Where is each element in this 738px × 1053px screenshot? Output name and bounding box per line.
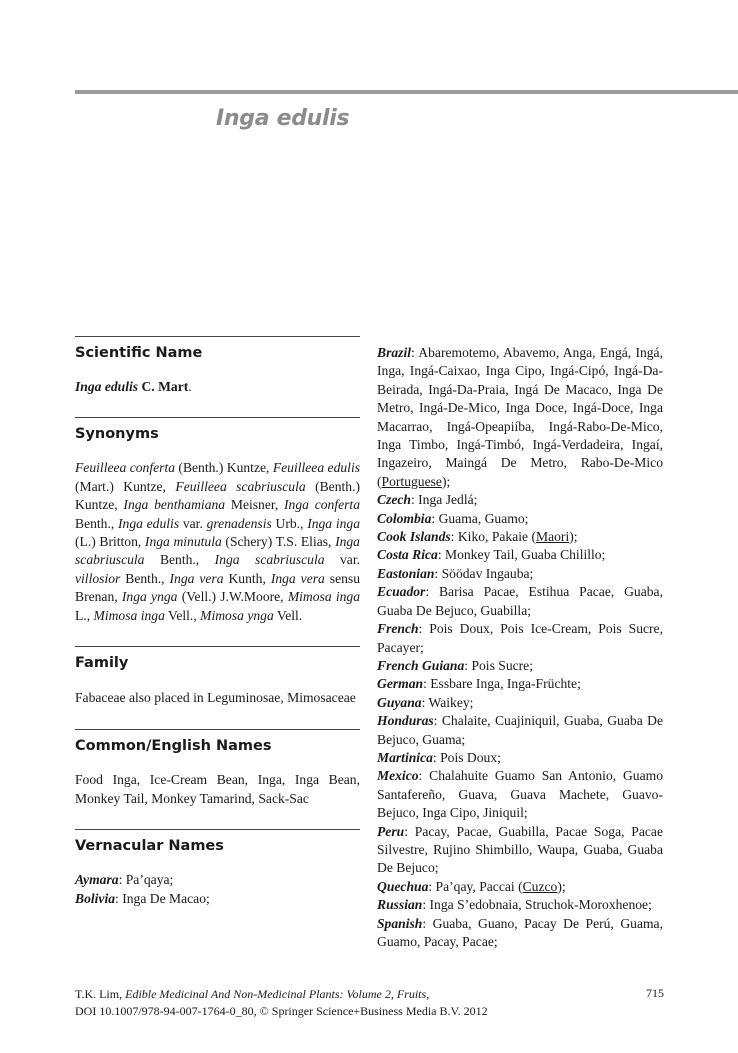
vernacular-names-text: : Inga Jedlá; <box>410 492 478 508</box>
vernacular-note-close: ); <box>441 473 451 489</box>
synonym-authority: Benth., <box>120 570 170 586</box>
synonym-authority: Kunth, <box>223 570 271 586</box>
vernacular-entry <box>377 565 663 583</box>
synonym-authority: Benth., <box>144 552 215 568</box>
section-divider <box>75 336 360 337</box>
vernacular-names-text: : Pois Doux, Pois Ice-Cream, Pois Sucre, Pacayer; <box>377 621 663 655</box>
common-names-heading: Common/English Names <box>75 738 272 755</box>
vernacular-language: Cook Islands <box>377 529 451 545</box>
scientific-name-heading: Scientific Name <box>75 345 203 361</box>
synonym-authority: Vell., <box>164 607 201 623</box>
vernacular-note-close: ); <box>569 529 578 545</box>
vernacular-entry <box>377 878 663 896</box>
vernacular-entry <box>377 583 663 620</box>
section-divider <box>75 829 360 830</box>
vernacular-language: Honduras <box>377 713 434 729</box>
synonym-authority: L., <box>75 607 94 623</box>
vernacular-entry <box>377 694 663 712</box>
synonym-authority: (Benth.) Kuntze, <box>75 478 361 513</box>
synonym-authority: (Schery) T.S. Elias, <box>221 534 336 550</box>
vernacular-entry <box>377 675 663 693</box>
vernacular-names-text: : Abaremotemo, Abavemo, Anga, Engá, Ingá, Inga, Ingá-Caixao, Inga Cipo, Ingá-Cipó, Ingá-Da-Beirada, Ingá-Da-Praia, Ingá De Macaco, Inga De Metro, Ingá-De-Mico, Inga Doce, Ingá-Doce, Inga Macarrao, Ingá-Opeapiíba, Ingá-Rabo-De-Mico, Inga Timbo, Ingá-Timbó, Ingá-Verdadeira, Ingaí, Ingazeiro, Maingá De Metro, Rabo-De-Mico ( <box>377 345 663 489</box>
synonym-authority: (Mart.) Kuntze, <box>75 478 176 494</box>
vernacular-names-text: : Inga S’edobnaia, Struchok-Moroxhenoe; <box>422 897 652 913</box>
vernacular-language-note: Portuguese <box>381 473 442 489</box>
vernacular-language-note: Cuzco <box>522 878 558 894</box>
vernacular-entry <box>377 620 663 657</box>
vernacular-entry <box>377 896 663 914</box>
left-column <box>75 336 360 908</box>
vernacular-names-text: : Waikey; <box>421 694 474 710</box>
vernacular-names-text: : Pa’qaya; <box>118 872 174 888</box>
vernacular-names-text: : Pacay, Pacae, Guabilla, Pacae Soga, Pacae Silvestre, Rujino Shimbillo, Waupa, Guaba, Guaba De Bejuco; <box>377 823 663 876</box>
synonym-name: Inga minutula <box>144 534 222 550</box>
synonym-authority: var. <box>324 552 360 568</box>
synonym-authority: (Vell.) J.W.Moore, <box>177 589 288 605</box>
vernacular-language: German <box>377 676 424 692</box>
vernacular-language: Brazil <box>377 345 411 360</box>
vernacular-entry <box>377 510 663 528</box>
synonym-authority: Urb., <box>271 515 308 531</box>
synonym-name: Feuilleea conferta <box>75 460 176 476</box>
synonym-authority: sensu Brenan, <box>75 570 360 605</box>
vernacular-language: Quechua <box>377 878 429 894</box>
family-heading: Family <box>75 655 129 672</box>
vernacular-entry <box>377 528 663 546</box>
vernacular-entry <box>377 344 663 491</box>
synonym-name: Mimosa inga <box>93 607 165 623</box>
vernacular-names-text: : Essbare Inga, Inga-Früchte; <box>423 676 581 692</box>
vernacular-language: French Guiana <box>377 657 465 673</box>
vernacular-language: Bolivia <box>75 890 116 906</box>
vernacular-names-text: : Pa’qay, Paccai ( <box>428 878 523 894</box>
vernacular-names-text: : Chalaite, Cuajiniquil, Guaba, Guaba De Bejuco, Guama; <box>377 713 663 747</box>
vernacular-names-left <box>75 871 360 908</box>
vernacular-language: Eastonian <box>377 565 435 581</box>
vernacular-names-heading: Vernacular Names <box>75 838 224 855</box>
synonym-name: Inga scabriuscula <box>75 534 360 568</box>
vernacular-language: Czech <box>377 492 411 508</box>
vernacular-names-text: : Pois Sucre; <box>464 657 533 673</box>
vernacular-language: Guyana <box>377 694 422 710</box>
vernacular-language: Ecuador <box>377 584 426 600</box>
synonym-authority: Meisner, <box>225 497 285 513</box>
vernacular-names-text: : Chalahuite Guamo San Antonio, Guamo Santafereño, Guava, Guava Machete, Guavo-Bejuco, Inga Cipo, Jiniquil; <box>377 768 663 821</box>
synonyms-heading: Synonyms <box>75 426 159 443</box>
synonym-name: Inga inga <box>307 515 360 531</box>
synonym-name: Inga vera <box>270 570 325 586</box>
vernacular-language: Martinica <box>377 749 433 765</box>
vernacular-language: French <box>377 621 419 637</box>
vernacular-entry <box>377 712 663 749</box>
vernacular-names-text: : Barisa Pacae, Estihua Pacae, Guaba, Guaba De Bejuco, Guabilla; <box>377 584 663 618</box>
vernacular-names-right <box>377 344 663 951</box>
vernacular-names-text: : Guaba, Guano, Pacay De Perú, Guama, Guamo, Pacay, Pacae; <box>377 915 663 949</box>
vernacular-language: Peru <box>377 823 405 839</box>
scientific-name-text: Inga edulis C. Mart. <box>75 379 192 394</box>
citation-footer <box>75 986 488 1020</box>
synonym-name: Feuilleea edulis <box>272 460 361 476</box>
vernacular-entry <box>377 657 663 675</box>
vernacular-entry <box>377 767 663 822</box>
common-names-text: Food Inga, Ice-Cream Bean, Inga, Inga Bean, Monkey Tail, Monkey Tamarind, Sack-Sac <box>75 772 360 806</box>
vernacular-names-text: : Guama, Guamo; <box>431 510 529 526</box>
synonym-authority: Benth., <box>75 515 118 531</box>
vernacular-names-text: : Söödav Ingauba; <box>434 565 534 581</box>
synonym-name: Inga vera <box>169 570 224 586</box>
vernacular-entry <box>75 890 360 908</box>
section-divider <box>75 646 360 647</box>
vernacular-names-text: : Monkey Tail, Guaba Chilillo; <box>437 547 606 563</box>
vernacular-names-text: : Inga De Macao; <box>115 890 210 906</box>
vernacular-entry <box>377 915 663 952</box>
citation-line-2: DOI 10.1007/978-94-007-1764-0_80, © Springer Science+Business Media B.V. 2012 <box>75 1004 488 1018</box>
vernacular-language: Russian <box>377 897 423 913</box>
vernacular-language: Spanish <box>377 915 423 931</box>
synonym-authority: (L.) Britton, <box>75 534 145 550</box>
synonym-name: Inga edulis <box>118 515 180 531</box>
synonym-name: Feuilleea scabriuscula <box>175 478 306 494</box>
synonym-name: Inga conferta <box>284 497 360 513</box>
synonym-authority: Vell. <box>273 607 303 623</box>
synonym-name: Mimosa ynga <box>200 607 274 623</box>
vernacular-names-text: : Pois Doux; <box>432 749 501 765</box>
vernacular-language: Costa Rica <box>377 547 438 563</box>
family-text: Fabaceae also placed in Leguminosae, Mimosaceae <box>75 690 356 706</box>
citation-line-1: T.K. Lim, Edible Medicinal And Non-Medicinal Plants: Volume 2, Fruits, <box>75 987 430 1001</box>
synonym-name: grenadensis <box>206 515 272 531</box>
synonym-name: Inga scabriuscula <box>214 552 325 568</box>
vernacular-names-text: : Kiko, Pakaie ( <box>450 529 536 545</box>
vernacular-language: Mexico <box>377 768 419 784</box>
vernacular-language: Colombia <box>377 510 432 526</box>
synonym-name: villosior <box>75 570 121 586</box>
synonyms-text <box>75 459 360 625</box>
vernacular-entry <box>75 871 360 889</box>
section-divider <box>75 729 360 730</box>
header-rule <box>75 90 738 94</box>
vernacular-entry <box>377 749 663 767</box>
vernacular-entry <box>377 491 663 509</box>
synonym-authority: (Benth.) Kuntze, <box>175 460 273 476</box>
page-number: 715 <box>646 986 664 1000</box>
vernacular-language: Aymara <box>75 872 119 888</box>
synonym-authority: var. <box>179 515 207 531</box>
synonym-name: Mimosa inga <box>287 589 361 605</box>
page-title: Inga edulis <box>216 106 350 131</box>
vernacular-note-close: ); <box>557 878 566 894</box>
synonym-name: Inga benthamiana <box>123 497 226 513</box>
synonym-name: Inga ynga <box>121 589 178 605</box>
section-divider <box>75 417 360 418</box>
vernacular-entry <box>377 823 663 878</box>
vernacular-language-note: Maori <box>536 529 570 545</box>
vernacular-entry <box>377 546 663 564</box>
